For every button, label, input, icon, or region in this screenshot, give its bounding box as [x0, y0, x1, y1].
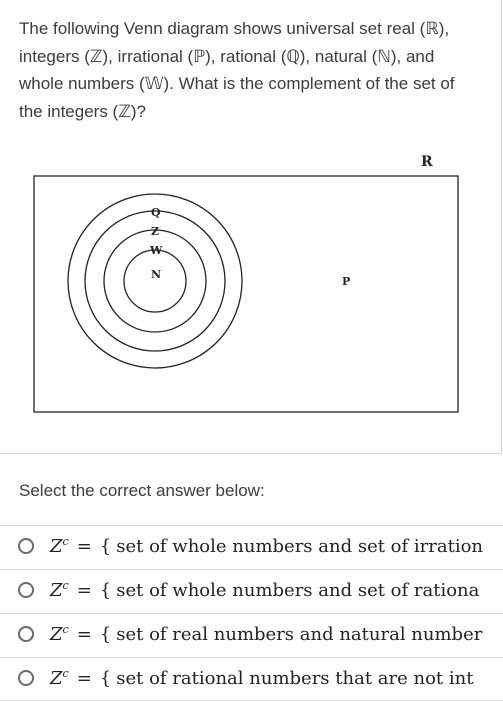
- venn-label-p: P: [342, 275, 351, 288]
- venn-diagram: [0, 140, 503, 430]
- venn-label-w: W: [150, 244, 163, 257]
- answer-option[interactable]: [0, 569, 503, 613]
- venn-label-n: N: [151, 268, 162, 281]
- question-text: The following Venn diagram shows universal set real (ℝ), integers (ℤ), irrational (ℙ), rational (ℚ), natural (ℕ), and whole numbers (𝕎). What is the complement of the set of the integers (ℤ)?: [19, 19, 455, 121]
- radio-icon[interactable]: [18, 538, 34, 554]
- select-prompt: Select the correct answer below:: [19, 481, 265, 500]
- radio-icon[interactable]: [18, 582, 34, 598]
- option-math: $Z^c$ = { set of real numbers and natural number: [50, 623, 483, 645]
- venn-circle-rational: [68, 194, 242, 368]
- option-math: $Z^c$ = { set of rational numbers that are not int: [50, 667, 474, 689]
- answer-options: [0, 525, 503, 701]
- venn-universal-rect: [34, 176, 458, 412]
- answer-option[interactable]: [0, 525, 503, 569]
- venn-label-real: R: [421, 154, 433, 170]
- option-text: set of whole numbers and set of irration: [116, 536, 484, 557]
- option-text: set of whole numbers and set of rationa: [116, 580, 480, 601]
- answer-option[interactable]: [0, 613, 503, 657]
- venn-label-z: Z: [151, 225, 160, 238]
- option-math: $Z^c$ = { set of whole numbers and set of irration: [50, 535, 484, 557]
- venn-label-q: Q: [151, 206, 161, 219]
- venn-circle-natural: [124, 250, 186, 312]
- answer-option[interactable]: [0, 657, 503, 701]
- option-text: set of rational numbers that are not int: [116, 668, 474, 689]
- radio-icon[interactable]: [18, 670, 34, 686]
- option-math: $Z^c$ = { set of whole numbers and set of rationa: [50, 579, 480, 601]
- radio-icon[interactable]: [18, 626, 34, 642]
- option-text: set of real numbers and natural number: [116, 624, 483, 645]
